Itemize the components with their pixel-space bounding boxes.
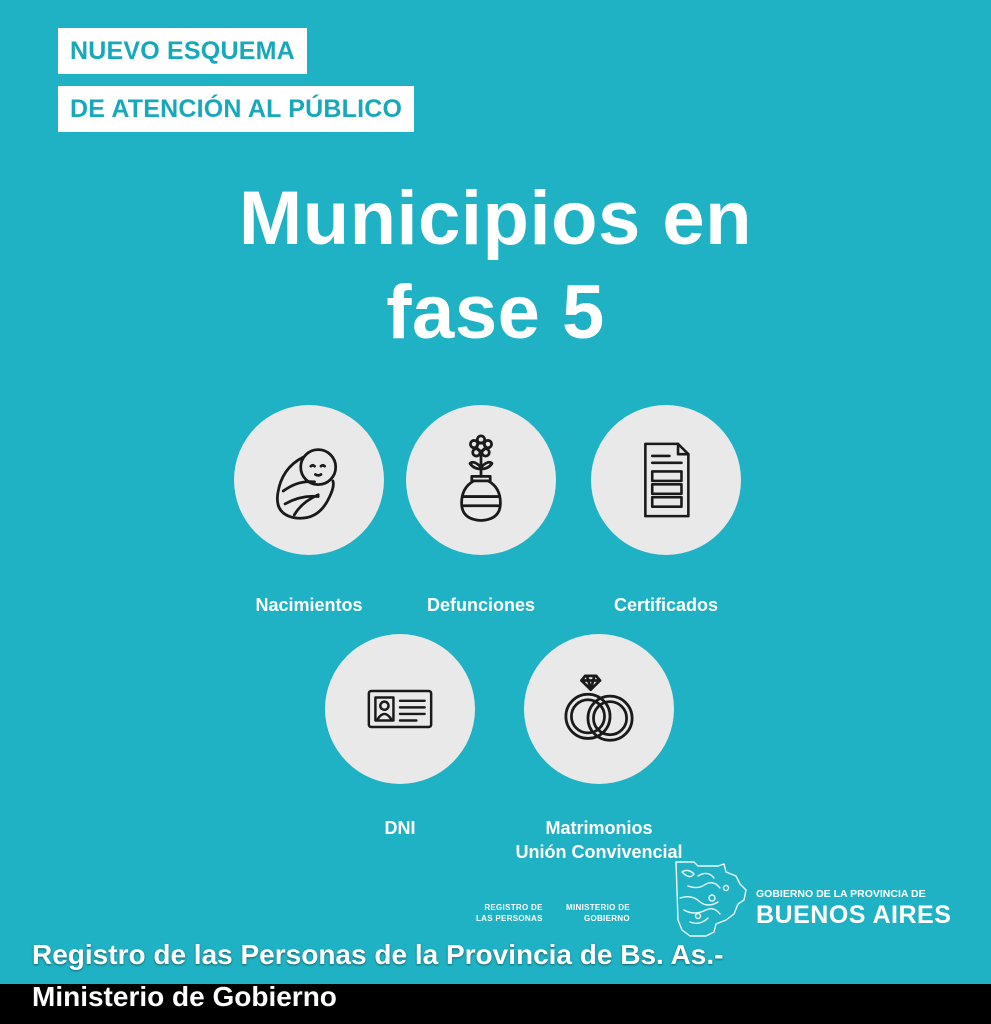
wedding-rings-icon (553, 663, 645, 755)
service-dni (285, 634, 515, 840)
headline-line-2: fase 5 (386, 270, 605, 355)
service-circle (406, 405, 556, 555)
service-label: Certificados (613, 595, 719, 615)
ministerio-line-1: MINISTERIO DE (566, 903, 630, 912)
registro-logo (476, 902, 543, 924)
ministerio-logo (566, 902, 630, 924)
service-label-line-2: Unión Convivencial (515, 842, 683, 862)
service-label: Nacimientos (255, 595, 363, 615)
header-tag-line-1: NUEVO ESQUEMA (58, 28, 307, 74)
service-circle (524, 634, 674, 784)
flower-vase-icon (435, 434, 527, 526)
caption-line-1: Registro de las Personas de la Provincia de Bs. As.- (32, 939, 724, 970)
headline-line-1: Municipios en (238, 176, 753, 261)
service-circle (234, 405, 384, 555)
service-matrimonios (484, 634, 714, 864)
headline (0, 172, 991, 360)
registro-line-2: LAS PERSONAS (476, 914, 543, 923)
header-tag-line-2: DE ATENCIÓN AL PÚBLICO (58, 86, 414, 132)
id-card-icon (359, 668, 441, 750)
caption-line-2: Ministerio de Gobierno (32, 981, 337, 1012)
buenos-aires-text: BUENOS AIRES (756, 901, 952, 929)
document-icon (623, 437, 709, 523)
service-circle (591, 405, 741, 555)
province-map-logo-icon (668, 858, 748, 942)
service-label: DNI (384, 818, 416, 838)
service-label-line-1: Matrimonios (545, 818, 653, 838)
ministerio-line-2: GOBIERNO (583, 914, 630, 923)
registro-line-1: REGISTRO DE (484, 903, 543, 912)
service-certificados (551, 405, 781, 617)
swaddled-baby-icon (263, 434, 355, 526)
service-label: Defunciones (426, 595, 536, 615)
caption (32, 934, 723, 1018)
gobierno-text: GOBIERNO DE LA PROVINCIA DE (756, 888, 926, 900)
service-circle (325, 634, 475, 784)
service-label (484, 816, 714, 864)
